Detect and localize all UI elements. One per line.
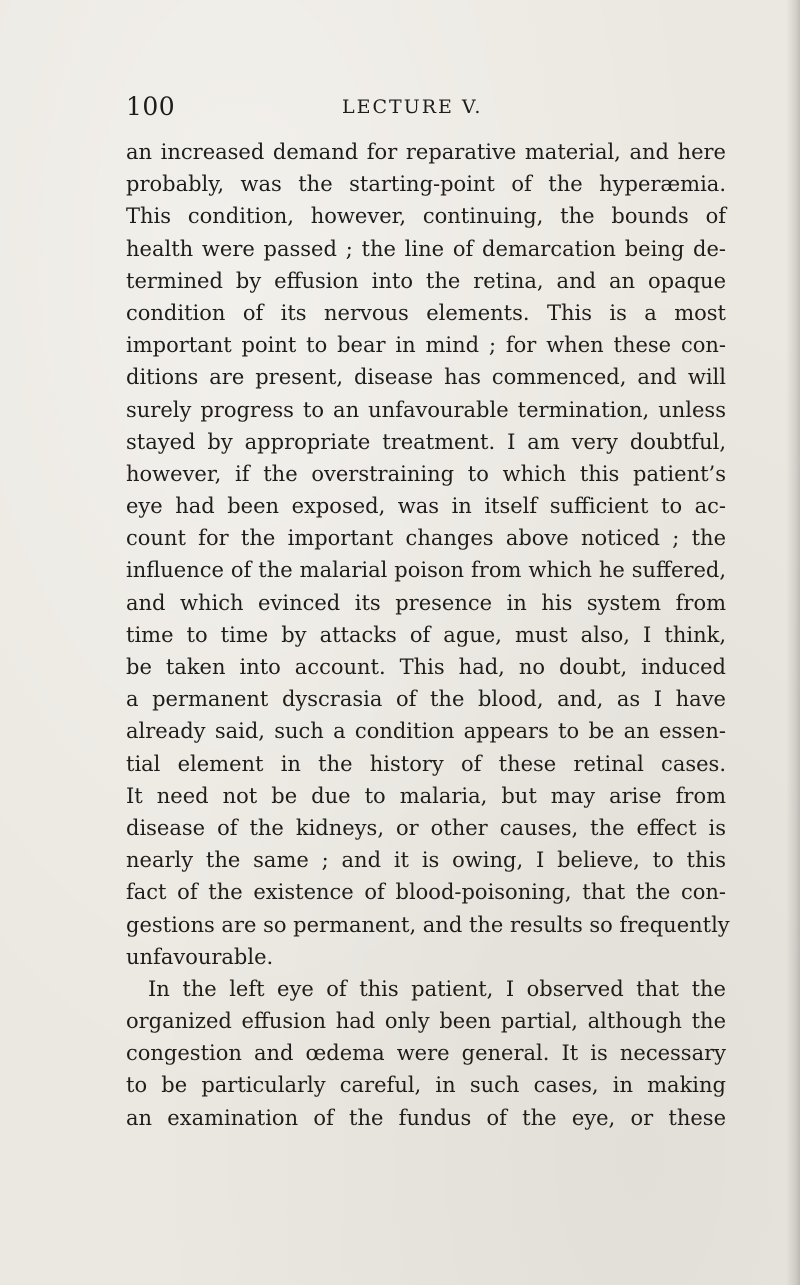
text-line: health were passed ; the line of demarcation being de-: [126, 236, 726, 261]
text-line: tial element in the history of these retinal cases.: [126, 751, 726, 776]
text-line: an examination of the fundus of the eye, or these: [126, 1105, 726, 1130]
text-line: organized effusion had only been partial, although the: [126, 1009, 726, 1034]
text-line: disease of the kidneys, or other causes, the effect is: [126, 815, 726, 840]
text-line: time to time by attacks of ague, must also, I think,: [126, 622, 726, 647]
text-line: eye had been exposed, was in itself sufficient to ac-: [126, 494, 726, 519]
text-line: to be particularly careful, in such cases, in making: [126, 1073, 726, 1098]
text-line: ditions are present, disease has commenced, and will: [126, 365, 726, 390]
text-line: influence of the malarial poison from which he suffered,: [126, 558, 726, 583]
body-text: [126, 136, 730, 1136]
paragraph-last-line: unfavourable.: [126, 944, 274, 969]
text-line: a permanent dyscrasia of the blood, and, as I have: [126, 687, 726, 712]
text-line: and which evinced its presence in his system from: [126, 590, 726, 615]
text-line: probably, was the starting-point of the hyperæmia.: [126, 172, 726, 197]
text-line: an increased demand for reparative material, and here: [126, 140, 726, 164]
page-number: 100: [126, 92, 176, 121]
text-line: This condition, however, continuing, the bounds of: [126, 204, 726, 229]
paragraph-first-line: In the left eye of this patient, I observed that the: [148, 976, 726, 1001]
text-line: fact of the existence of blood-poisoning, that the con-: [126, 880, 726, 905]
text-line: stayed by appropriate treatment. I am very doubtful,: [126, 429, 726, 454]
text-line: nearly the same ; and it is owing, I believe, to this: [126, 848, 726, 873]
text-line: be taken into account. This had, no doubt, induced: [126, 655, 726, 679]
text-line: already said, such a condition appears to be an essen-: [126, 719, 726, 744]
text-line: count for the important changes above noticed ; the: [126, 526, 726, 551]
page-edge-shadow: [786, 0, 800, 1285]
text-line: however, if the overstraining to which this patient’s: [126, 461, 726, 486]
text-line: surely progress to an unfavourable termination, unless: [126, 397, 726, 422]
text-line: condition of its nervous elements. This is a most: [126, 300, 726, 325]
text-line: important point to bear in mind ; for when these con-: [126, 333, 726, 358]
text-line: gestions are so permanent, and the results so frequently: [126, 912, 730, 937]
text-line: termined by effusion into the retina, and an opaque: [126, 268, 726, 293]
page-header: [126, 92, 726, 132]
text-line: It need not be due to malaria, but may arise from: [126, 783, 726, 808]
running-head: LECTURE V.: [342, 96, 483, 118]
text-line: congestion and œdema were general. It is necessary: [126, 1041, 726, 1066]
